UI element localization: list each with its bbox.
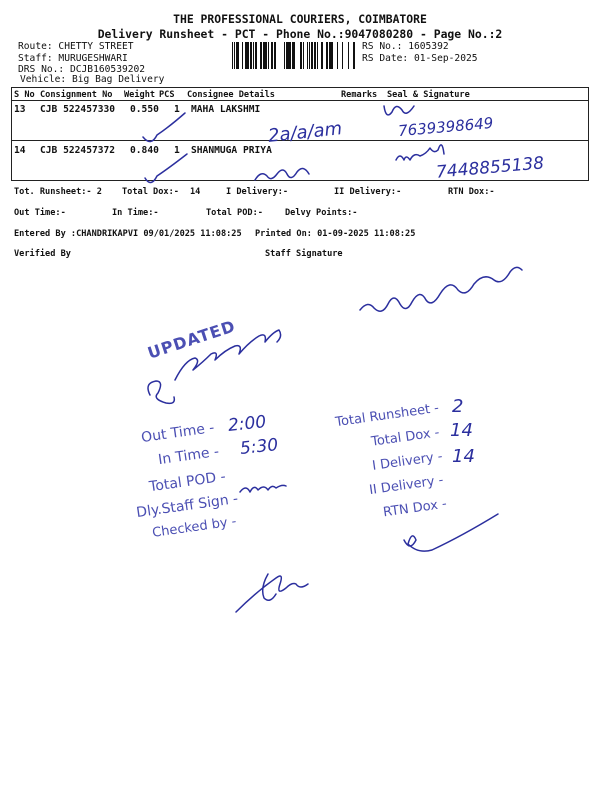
row2-seal-scribble bbox=[396, 145, 444, 160]
stamp-in-time-value: 5:30 bbox=[239, 435, 280, 459]
in-time: In Time:- bbox=[112, 208, 159, 218]
i-delivery: I Delivery:- bbox=[226, 187, 289, 197]
row1-handwritten-phone: 7639398649 bbox=[397, 113, 495, 141]
col-sno: S No bbox=[14, 90, 35, 100]
row1-consignee: MAHA LAKSHMI bbox=[191, 104, 261, 115]
col-seal: Seal & Signature bbox=[387, 90, 470, 100]
row1-handwritten-signature: 2a/a/am bbox=[267, 118, 344, 147]
row2-pcs: 1 bbox=[174, 145, 180, 156]
stamp-total-runsheet-label: Total Runsheet - bbox=[334, 400, 440, 431]
bottom-initials-scribble bbox=[236, 574, 308, 612]
row1-consignment: CJB 522457330 bbox=[40, 104, 116, 115]
stamp-total-dox-label: Total Dox - bbox=[370, 425, 441, 450]
drs-no-text: DRS No.: DCJB160539202 bbox=[18, 64, 146, 75]
stamp-i-delivery-label: I Delivery - bbox=[371, 449, 444, 474]
entered-by: Entered By :CHANDRIKAPVI 09/01/2025 11:08:25 bbox=[14, 229, 242, 239]
col-consignee: Consignee Details bbox=[187, 90, 275, 100]
total-pod: Total POD:- bbox=[206, 208, 263, 218]
row2-tick-mark bbox=[145, 154, 187, 183]
row1-tick-mark bbox=[143, 113, 185, 142]
row2-weight: 0.840 bbox=[130, 145, 159, 156]
dly-staff-sign-scribble bbox=[240, 485, 286, 492]
stamp-total-pod-label: Total POD - bbox=[148, 468, 227, 496]
verified-by: Verified By bbox=[14, 249, 71, 259]
row2-consignment: CJB 522457372 bbox=[40, 145, 116, 156]
stamp-out-time-value: 2:00 bbox=[227, 412, 268, 436]
vehicle-text: Vehicle: Big Bag Delivery bbox=[20, 74, 165, 85]
col-weight: Weight bbox=[124, 90, 156, 100]
stamp-check-mark bbox=[404, 514, 498, 551]
stamp-total-runsheet-value: 2 bbox=[452, 396, 464, 417]
stamp-dly-staff-label: Dly.Staff Sign - bbox=[135, 490, 240, 522]
delvy-points: Delvy Points:- bbox=[285, 208, 358, 218]
staff-text: Staff: MURUGESHWARI bbox=[18, 53, 128, 64]
rs-no-text: RS No.: 1605392 bbox=[362, 41, 449, 52]
company-title: THE PROFESSIONAL COURIERS, COIMBATORE bbox=[173, 12, 427, 26]
row1-weight: 0.550 bbox=[130, 104, 159, 115]
row2-signature-scribble bbox=[255, 168, 309, 180]
runsheet-subtitle: Delivery Runsheet - PCT - Phone No.:9047080280 - Page No.:2 bbox=[97, 27, 503, 41]
ii-delivery: II Delivery:- bbox=[334, 187, 402, 197]
out-time: Out Time:- bbox=[14, 208, 66, 218]
stamp-checked-by-label: Checked by - bbox=[151, 514, 238, 541]
row1-seal-scribble bbox=[384, 106, 414, 115]
total-dox-value: 14 bbox=[190, 187, 201, 197]
stamp-ii-delivery-label: II Delivery - bbox=[368, 472, 445, 499]
row1-sno: 13 bbox=[14, 104, 26, 115]
updated-stamp: UPDATED bbox=[145, 316, 238, 363]
col-consignment: Consignment No bbox=[40, 90, 113, 100]
stamp-rtn-dox-label: RTN Dox - bbox=[382, 496, 448, 521]
col-pcs: PCS bbox=[159, 90, 175, 100]
row2-consignee: SHANMUGA PRIYA bbox=[191, 145, 272, 156]
row2-handwritten-phone: 7448855138 bbox=[435, 153, 545, 183]
stamp-i-delivery-value: 14 bbox=[452, 446, 475, 467]
stamp-total-dox-value: 14 bbox=[450, 420, 473, 441]
col-remarks: Remarks bbox=[341, 90, 378, 100]
staff-signature-scribble bbox=[360, 267, 522, 311]
rtn-dox: RTN Dox:- bbox=[448, 187, 495, 197]
chandrika-signature bbox=[148, 330, 281, 403]
staff-signature-label: Staff Signature bbox=[265, 249, 343, 259]
stamp-in-time-label: In Time - bbox=[157, 443, 221, 469]
row1-pcs: 1 bbox=[174, 104, 180, 115]
rs-date-text: RS Date: 01-Sep-2025 bbox=[362, 53, 478, 64]
row2-sno: 14 bbox=[14, 145, 26, 156]
stamp-out-time-label: Out Time - bbox=[140, 419, 216, 447]
printed-on: Printed On: 01-09-2025 11:08:25 bbox=[255, 229, 416, 239]
total-dox-label: Total Dox:- bbox=[122, 187, 179, 197]
route-text: Route: CHETTY STREET bbox=[18, 41, 134, 52]
tot-runsheet: Tot. Runsheet:- 2 bbox=[14, 187, 102, 197]
